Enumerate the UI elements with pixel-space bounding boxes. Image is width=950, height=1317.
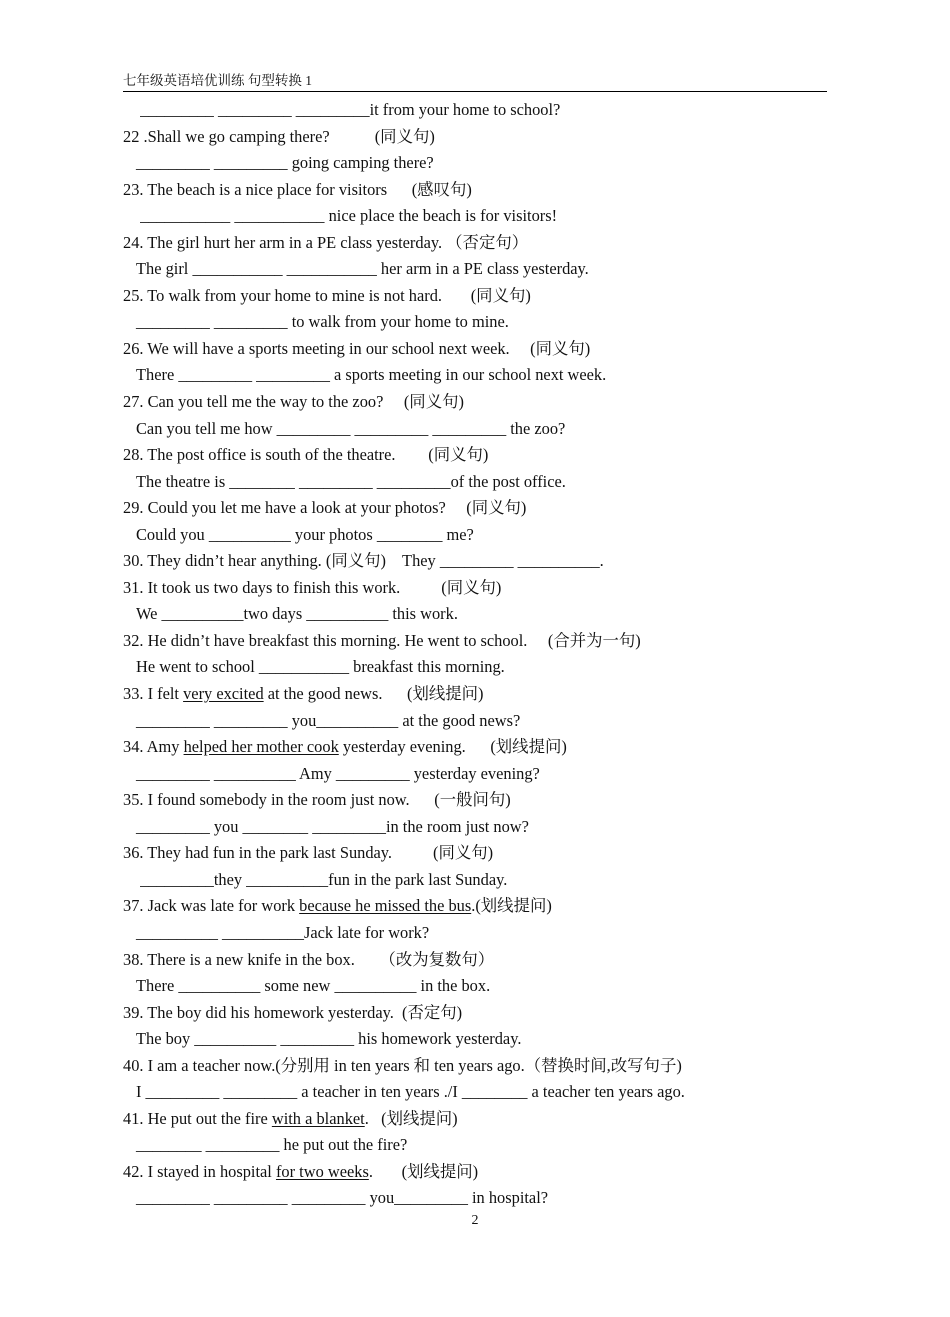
answer-line <box>123 469 843 496</box>
question-line <box>123 548 843 575</box>
question-line <box>123 840 843 867</box>
header-title: 七年级英语培优训练 句型转换 1 <box>123 73 312 88</box>
line-text: There __________ some new __________ in the box. <box>136 976 491 996</box>
line-text: 30. They didn’t hear anything. (同义句) They _________ __________. <box>123 551 604 571</box>
underlined-phrase: because he missed the bus <box>299 896 472 916</box>
line-text: 33. I felt <box>123 684 184 704</box>
answer-line <box>123 522 843 549</box>
question-line <box>123 947 843 974</box>
line-text: 26. We will have a sports meeting in our school next week. (同义句) <box>123 338 591 358</box>
answer-line <box>123 150 843 177</box>
question-line <box>123 575 843 602</box>
line-text: _________they __________fun in the park last Sunday. <box>136 869 508 889</box>
line-text: 29. Could you let me have a look at your photos? (同义句) <box>123 498 527 518</box>
line-text: We __________two days __________ this work. <box>136 604 458 624</box>
answer-line <box>123 256 843 283</box>
line-text: at the good news. (划线提问) <box>263 684 484 704</box>
line-text: _________ you ________ _________in the room just now? <box>136 816 529 836</box>
question-line <box>123 1106 843 1133</box>
line-text: He went to school ___________ breakfast this morning. <box>136 657 505 677</box>
answer-line <box>123 973 843 1000</box>
line-text: 31. It took us two days to finish this work. (同义句) <box>123 577 502 597</box>
line-text: 32. He didn’t have breakfast this morning. He went to school. (合并为一句) <box>123 630 641 650</box>
answer-line <box>123 654 843 681</box>
line-text: yesterday evening. (划线提问) <box>338 737 567 757</box>
question-line <box>123 124 843 151</box>
question-line <box>123 1053 843 1080</box>
page-number: 2 <box>471 1213 479 1228</box>
underlined-phrase: for two weeks <box>275 1161 369 1181</box>
line-text: _________ _________ to walk from your home to mine. <box>136 312 509 332</box>
answer-line <box>123 362 843 389</box>
line-text: _________ _________ _________ you_________ in hospital? <box>136 1188 549 1208</box>
underlined-phrase: with a blanket <box>271 1108 365 1128</box>
line-text: 38. There is a new knife in the box. （改为复数句） <box>123 949 495 969</box>
exercise-list <box>123 97 843 1212</box>
question-line <box>123 389 843 416</box>
question-line <box>123 734 843 761</box>
line-text: 23. The beach is a nice place for visitors (感叹句) <box>123 179 472 199</box>
line-text: _________ _________ going camping there? <box>136 153 434 173</box>
answer-line <box>123 601 843 628</box>
question-line <box>123 628 843 655</box>
underlined-phrase: very excited <box>183 684 264 704</box>
line-text: The theatre is ________ _________ _________of the post office. <box>136 471 566 491</box>
line-text: ___________ ___________ nice place the beach is for visitors! <box>136 206 558 226</box>
line-text: 25. To walk from your home to mine is not hard. (同义句) <box>123 285 531 305</box>
line-text: _________ _________ you__________ at the good news? <box>136 710 521 730</box>
line-text: 37. Jack was late for work <box>123 896 300 916</box>
line-text: 40. I am a teacher now.(分别用 in ten years 和 ten years ago.（替换时间,改写句子) <box>123 1055 682 1075</box>
line-text: ________ _________ he put out the fire? <box>136 1135 408 1155</box>
answer-line <box>123 309 843 336</box>
answer-line <box>123 867 843 894</box>
answer-line <box>123 920 843 947</box>
line-text: The boy __________ _________ his homework yesterday. <box>136 1029 522 1049</box>
question-line <box>123 787 843 814</box>
answer-line <box>123 1079 843 1106</box>
answer-line <box>123 97 843 124</box>
line-text: _________ __________ Amy _________ yesterday evening? <box>136 763 540 783</box>
line-text: . (划线提问) <box>368 1161 479 1181</box>
answer-line <box>123 761 843 788</box>
answer-line <box>123 203 843 230</box>
line-text: There _________ _________ a sports meeting in our school next week. <box>136 365 607 385</box>
answer-line <box>123 708 843 735</box>
line-text: . (划线提问) <box>364 1108 458 1128</box>
line-text: .(划线提问) <box>471 896 552 916</box>
line-text: 41. He put out the fire <box>123 1108 272 1128</box>
line-text: Could you __________ your photos ________ me? <box>136 524 474 544</box>
page-header <box>123 71 827 92</box>
underlined-phrase: helped her mother cook <box>183 737 339 757</box>
question-line <box>123 893 843 920</box>
question-line <box>123 1159 843 1186</box>
line-text: 28. The post office is south of the theatre. (同义句) <box>123 445 489 465</box>
answer-line <box>123 1185 843 1212</box>
answer-line <box>123 416 843 443</box>
question-line <box>123 1000 843 1027</box>
question-line <box>123 230 843 257</box>
line-text: 42. I stayed in hospital <box>123 1161 276 1181</box>
line-text: 24. The girl hurt her arm in a PE class yesterday. （否定句） <box>123 232 529 252</box>
question-line <box>123 283 843 310</box>
answer-line <box>123 1026 843 1053</box>
line-text: 34. Amy <box>123 737 184 757</box>
line-text: __________ __________Jack late for work? <box>136 922 430 942</box>
question-line <box>123 177 843 204</box>
line-text: 39. The boy did his homework yesterday. (否定句) <box>123 1002 463 1022</box>
line-text: _________ _________ _________it from your home to school? <box>136 100 561 119</box>
line-text: I _________ _________ a teacher in ten years ./I ________ a teacher ten years ago. <box>136 1082 685 1102</box>
answer-line <box>123 814 843 841</box>
line-text: 36. They had fun in the park last Sunday. (同义句) <box>123 843 494 863</box>
question-line <box>123 442 843 469</box>
question-line <box>123 495 843 522</box>
line-text: 27. Can you tell me the way to the zoo? (同义句) <box>123 392 464 412</box>
question-line <box>123 336 843 363</box>
line-text: Can you tell me how _________ _________ _________ the zoo? <box>136 418 566 438</box>
line-text: 22 .Shall we go camping there? (同义句) <box>123 126 435 146</box>
line-text: The girl ___________ ___________ her arm in a PE class yesterday. <box>136 259 589 279</box>
line-text: 35. I found somebody in the room just now. (一般问句) <box>123 790 511 810</box>
question-line <box>123 681 843 708</box>
answer-line <box>123 1132 843 1159</box>
